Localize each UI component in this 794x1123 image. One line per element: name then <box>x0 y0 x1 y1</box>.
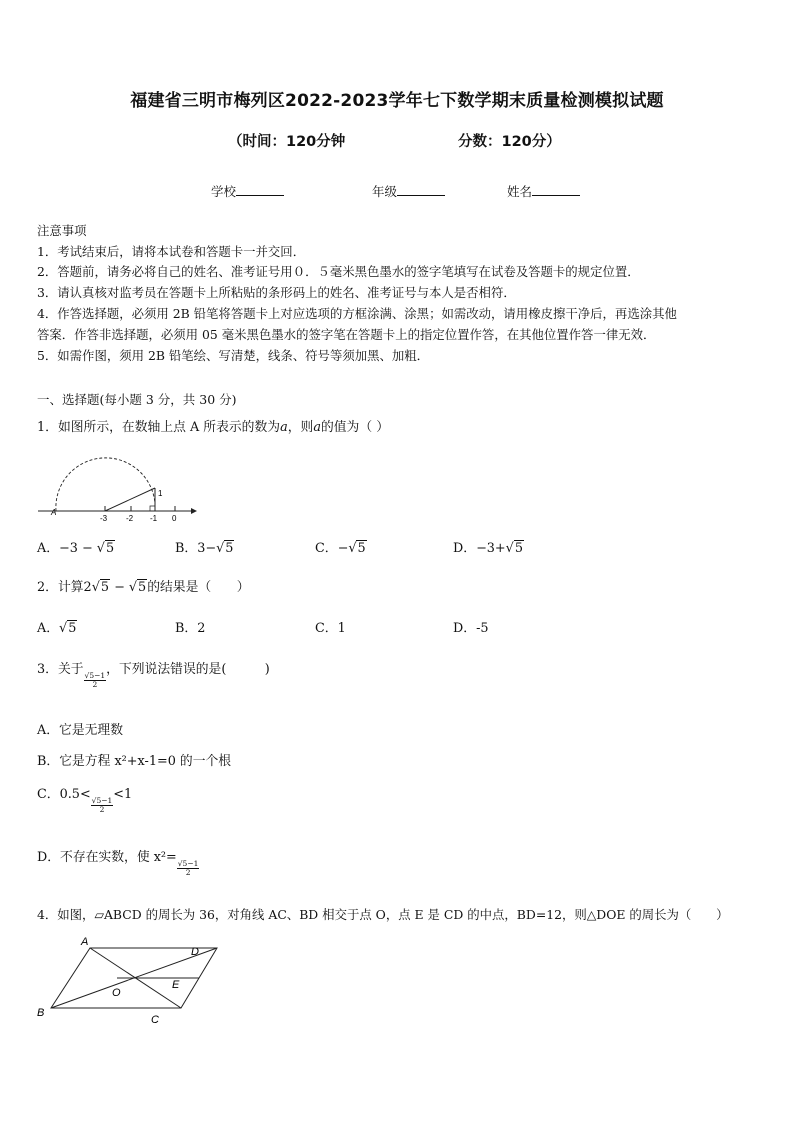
option-text: -5 <box>476 621 489 636</box>
q1-option-b[interactable] <box>175 537 234 556</box>
q3-option-b[interactable]: B．它是方程 x²+x-1=0 的一个根 <box>37 754 232 769</box>
radicand: 5 <box>357 541 366 556</box>
name-label: 姓名 <box>507 184 533 199</box>
arc-dashed <box>56 458 155 511</box>
page-title: 福建省三明市梅列区2022-2023学年七下数学期末质量检测模拟试题 <box>130 91 664 111</box>
right-angle-mark <box>150 506 155 511</box>
q2-option-b[interactable] <box>175 617 205 636</box>
q3-stem-a: 3．关于 <box>37 662 84 677</box>
school-label: 学校 <box>211 184 237 199</box>
q3-fraction <box>91 797 114 815</box>
radicand: 5 <box>514 541 523 556</box>
tick-label: -1 <box>150 514 158 523</box>
q2-minus: − <box>110 580 129 595</box>
option-text: 3− <box>197 541 217 556</box>
grade-blank[interactable] <box>397 183 445 196</box>
option-label: C． <box>315 541 338 556</box>
option-text: −3 − <box>59 541 97 556</box>
vertex-b-label: B <box>37 1007 45 1019</box>
q3-option-c[interactable] <box>37 783 132 814</box>
option-text: 2 <box>197 621 206 636</box>
school-field[interactable] <box>211 182 284 200</box>
hypotenuse-line <box>105 488 155 511</box>
point-e-label: E <box>172 979 180 991</box>
q3-option-a[interactable]: A．它是无理数 <box>37 723 124 738</box>
option-text: − <box>337 541 349 556</box>
sqrt-icon: √ <box>505 541 514 556</box>
q1-option-a[interactable] <box>37 537 115 556</box>
option-label: D． <box>453 621 477 636</box>
tick-label: 0 <box>172 514 177 523</box>
sqrt-icon: √ <box>216 541 225 556</box>
q2-stem-b: 的结果是（ ） <box>147 580 250 595</box>
tick-label: -3 <box>100 514 108 523</box>
axis-arrow-icon <box>191 508 197 514</box>
q1-var-a: a <box>280 420 288 435</box>
q1-stem-c: 的值为（ ） <box>320 420 390 435</box>
sqrt-icon: √ <box>348 541 357 556</box>
question-4-stem: 4．如图，▱ABCD 的周长为 36，对角线 AC、BD 相交于点 O，点 E 是 CD 的中点，BD=12，则△DOE 的周长为（ ） <box>37 907 729 922</box>
vertex-a-label: A <box>81 936 89 948</box>
frac-numerator: √5−1 <box>91 795 113 805</box>
q2-option-d[interactable] <box>453 617 489 636</box>
option-label: D． <box>453 541 477 556</box>
frac-denominator: 2 <box>99 805 105 814</box>
radicand: 5 <box>105 541 115 556</box>
height-label: 1 <box>158 489 163 498</box>
note-item-4-cont: 答案．作答非选择题，必须用 05 毫米黑色墨水的签字笔在答题卡上的指定位置作答，在其他位置作答一律无效． <box>37 327 656 342</box>
option-text: <1 <box>113 787 133 802</box>
name-field[interactable] <box>507 182 580 200</box>
q3-stem-b: ，下列说法错误的是( ) <box>106 662 270 677</box>
q1-stem-b: ，则 <box>287 420 314 435</box>
score-label: 分数：120分） <box>458 134 561 150</box>
vertex-c-label: C <box>151 1014 159 1026</box>
note-item-3: 3．请认真核对监考员在答题卡上所粘贴的条形码上的姓名、准考证号与本人是否相符． <box>37 285 516 300</box>
option-text: D．不存在实数，使 x²= <box>37 850 177 865</box>
sqrt-icon: √ <box>128 580 138 595</box>
question-1-stem <box>37 416 389 435</box>
q2-stem-a: 2．计算 <box>37 580 84 595</box>
vertex-d-label: D <box>191 946 199 958</box>
point-a-label: A <box>51 508 57 517</box>
school-blank[interactable] <box>236 183 284 196</box>
question-3-stem <box>37 658 270 689</box>
sqrt-icon: √ <box>91 580 100 595</box>
q2-option-c[interactable] <box>315 617 346 636</box>
radicand: 5 <box>225 541 234 556</box>
sqrt-icon: √ <box>59 621 68 636</box>
q3-fraction <box>84 672 107 690</box>
section-title: 一、选择题(每小题 3 分，共 30 分) <box>37 392 237 407</box>
time-label: （时间：120分钟 <box>228 134 346 150</box>
note-item-5: 5．如需作图，须用 2B 铅笔绘、写清楚，线条、符号等须加黑、加粗． <box>37 348 430 363</box>
point-o-label: O <box>112 987 121 999</box>
sqrt-icon: √ <box>96 541 105 556</box>
option-text: 1 <box>337 621 346 636</box>
frac-denominator: 2 <box>185 868 191 877</box>
question-2-stem <box>37 576 250 595</box>
grade-label: 年级 <box>372 184 398 199</box>
radicand: 5 <box>100 580 110 595</box>
q3-fraction <box>177 860 200 878</box>
frac-denominator: 2 <box>92 680 98 689</box>
q1-option-c[interactable] <box>315 537 367 556</box>
q2-option-a[interactable] <box>37 617 77 636</box>
option-label: C． <box>315 621 338 636</box>
option-label: A． <box>37 541 60 556</box>
radicand: 5 <box>138 580 147 595</box>
note-item-1: 1．考试结束后，请将本试卷和答题卡一并交回． <box>37 244 306 259</box>
radicand: 5 <box>68 621 77 636</box>
option-label: A． <box>37 621 60 636</box>
number-line-figure <box>33 438 203 528</box>
option-label: B． <box>175 621 198 636</box>
option-label: B． <box>175 541 198 556</box>
tick-label: -2 <box>126 514 134 523</box>
notes-heading: 注意事项 <box>37 223 87 238</box>
q2-coefficient: 2 <box>83 580 92 595</box>
frac-numerator: √5−1 <box>84 670 106 680</box>
q1-var-a-2: a <box>313 420 321 435</box>
frac-numerator: √5−1 <box>177 858 199 868</box>
parallelogram-figure <box>33 930 223 1030</box>
name-blank[interactable] <box>532 183 580 196</box>
q1-stem-a: 1．如图所示，在数轴上点 A 所表示的数为 <box>37 420 281 435</box>
q3-option-d[interactable] <box>37 846 199 877</box>
grade-field[interactable] <box>372 182 445 200</box>
option-text: −3+ <box>476 541 506 556</box>
note-item-2: 2．答题前，请务必将自己的姓名、准考证号用０．５毫米黑色墨水的签字笔填写在试卷及答题卡的规定位置． <box>37 264 640 279</box>
q1-option-d[interactable] <box>453 537 524 556</box>
option-text: C．0.5< <box>37 787 91 802</box>
note-item-4: 4．作答选择题，必须用 2B 铅笔将答题卡上对应选项的方框涂满、涂黑；如需改动，请用橡皮擦干净后，再选涂其他 <box>37 306 677 321</box>
